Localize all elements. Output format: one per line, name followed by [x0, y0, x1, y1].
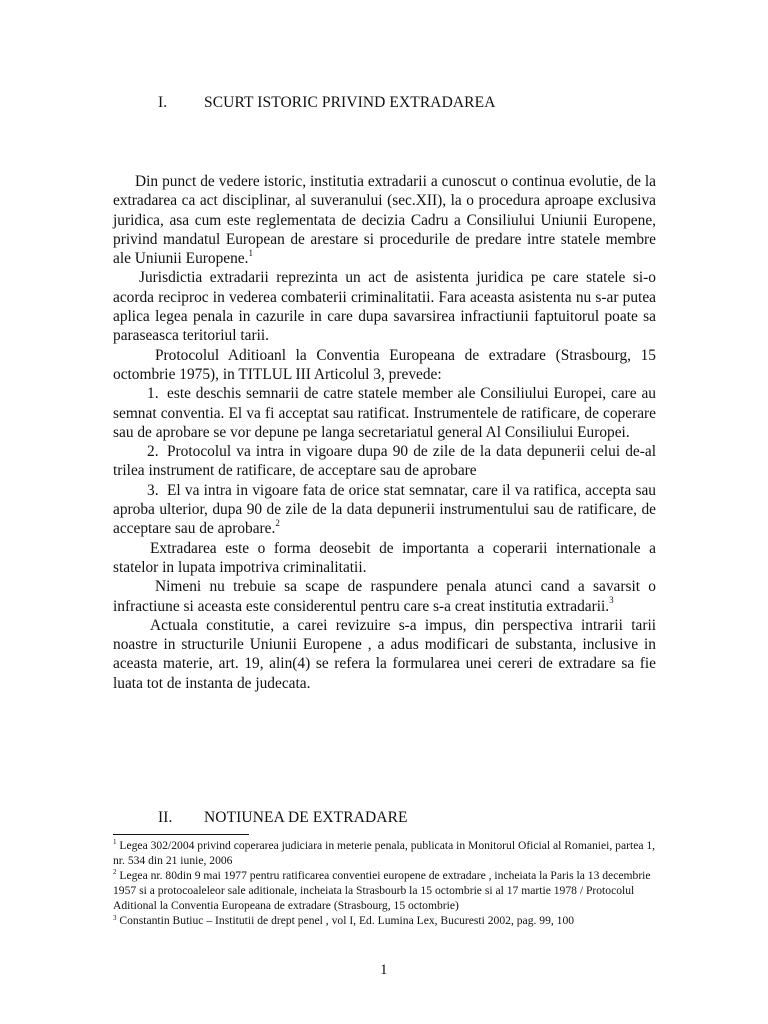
page-number: 1	[380, 962, 388, 978]
paragraph	[113, 577, 656, 616]
section-title: SCURT ISTORIC PRIVIND EXTRADAREA	[204, 94, 496, 111]
list-item-text: este deschis semnarii de catre statele member ale Consiliului Europei, care au semnat conventia. El va fi acceptat sau ratificat. Instrumentele de ratificare, de coperare sau de aprobare se vor depune pe langa secretariatul general Al Consiliului Europei.	[113, 385, 656, 441]
footnote-separator	[113, 834, 249, 835]
paragraph-text: Nimeni nu trebuie sa scape de raspundere penala atunci cand a savarsit o infractiune si aceasta este considerentul pentru care s-a creat institutia extradarii.	[113, 578, 656, 615]
section-number: II.	[158, 809, 173, 826]
footnote	[113, 868, 658, 913]
footnote-mark: 2	[113, 868, 117, 877]
list-number: 3.	[147, 481, 159, 499]
list-item-text: Protocolul va intra in vigoare dupa 90 de zile de la data depunerii celui de-al trilea instrument de ratificare, de acceptare sau de aprobare	[113, 443, 656, 480]
paragraph: Protocolul Aditioanl la Conventia Europeana de extradare (Strasbourg, 15 octombrie 1975), in TITLUL III Articolul 3, prevede:	[113, 346, 656, 383]
footnote-ref[interactable]: 3	[609, 595, 614, 606]
footnote-mark: 1	[113, 838, 117, 847]
list-item	[113, 442, 656, 481]
section-number: I.	[158, 94, 168, 111]
footnote-ref[interactable]: 1	[248, 248, 253, 259]
footnote	[113, 838, 658, 868]
footnote-mark: 3	[113, 913, 117, 922]
footnote-text: Legea 302/2004 privind coperarea judiciara in meterie penala, publicata in Monitorul Oficial al Romaniei, partea 1, nr. 534 din 21 iunie, 2006	[113, 839, 656, 868]
footnote-text: Legea nr. 80din 9 mai 1977 pentru ratificarea conventiei europene de extradare , incheiata la Paris la 13 decembrie 1957 si a protocoaleleor sale aditionale, incheiata la Strasbourb la 15 octombrie si al 17 martie 1978 / Protocolul Aditional la Conventia Europeana de extradare (Strasbourg, 15 octombrie)	[113, 869, 651, 913]
body-text	[113, 172, 656, 693]
list-item-text: El va intra in vigoare fata de orice stat semnatar, care il va ratifica, accepta sau aproba ulterior, dupa 90 de zile de la data depunerii instrumentului sau de ratificare, de acceptare sau de aprobare.	[113, 481, 656, 538]
paragraph	[113, 172, 656, 268]
list-number: 2.	[147, 443, 159, 461]
footnote-ref[interactable]: 2	[275, 518, 280, 529]
footnotes	[113, 838, 658, 929]
paragraph: Jurisdictia extradarii reprezinta un act de asistenta juridica pe care statele si-o acorda reciproc in vederea combaterii criminalitatii. Fara aceasta asistenta nu s-ar putea aplica legea penala in cazurile in care dupa savarsirea infractiunii faptuitorul poate sa paraseasca teritoriul tarii.	[113, 269, 656, 345]
paragraph: Extradarea este o forma deosebit de importanta a coperarii internationale a statelor in lupata impotriva criminalitatii.	[113, 539, 656, 576]
section-title: NOTIUNEA DE EXTRADARE	[204, 809, 408, 826]
list-item	[113, 481, 656, 539]
list-number: 1.	[147, 385, 159, 403]
paragraph: Actuala constitutie, a carei revizuire s-a impus, din perspectiva intrarii tarii noastre in structurile Uniunii Europene , a adus modificari de substanta, inclusive in aceasta materie, art. 19, alin(4) se refera la formularea unei cereri de extradare sa fie luata tot de instanta de judecata.	[113, 616, 656, 692]
footnote-text: Constantin Butiuc – Institutii de drept penel , vol I, Ed. Lumina Lex, Bucuresti 2002, pag. 99, 100	[116, 914, 575, 928]
footnote	[113, 913, 658, 928]
list-item	[113, 384, 656, 442]
paragraph-text: Din punct de vedere istoric, institutia extradarii a cunoscut o continua evolutie, de la extradarea ca act disciplinar, al suveranului (sec.XII), la o procedura aproape exclusiva juridica, asa cum este reglementata de decizia Cadru a Consiliului Uniunii Europene, privind mandatul European de arestare si procedurile de predare intre statele membre ale Uniunii Europene.	[113, 173, 656, 268]
